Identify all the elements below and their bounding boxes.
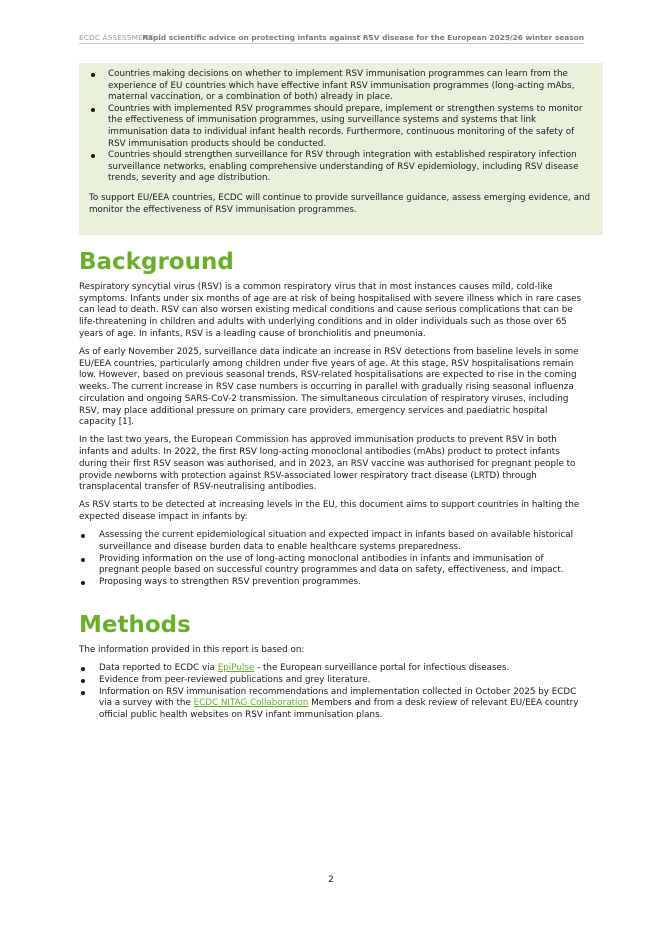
- background-paragraph: In the last two years, the European Commission has approved immunisation products to prevent RSV in both infants and adults. In 2022, the first RSV long-acting monoclonal antibodies (mAbs) product to protect infants during their first RSV season was authorised, and in 2023, an RSV vaccine was authorised for pregnant people to provide newborns with protection against RSV-associated lower respiratory tract disease (LRTD) through transplacental transfer of RSV-neutralising antibodies.: [79, 435, 576, 493]
- background-heading: Background: [79, 249, 234, 275]
- methods-bullet: [79, 663, 584, 675]
- methods-heading: Methods: [79, 612, 191, 638]
- key-messages-box: [79, 63, 603, 235]
- summary-bullet-list: [89, 69, 593, 185]
- background-paragraph: As RSV starts to be detected at increasing levels in the EU, this document aims to support countries in halting the expected disease impact in infants by:: [79, 500, 580, 523]
- methods-bullet-text: Data reported to ECDC via: [99, 663, 218, 674]
- methods-bullet-text: Members and from a desk review of relevant EU/EEA country official public health websites on RSV infant immunisation plans.: [99, 698, 579, 721]
- aims-bullet: Providing information on the use of long-acting monoclonal antibodies in infants and immunisation of pregnant people based on successful country programmes and data on safety, effectiveness, and impact.: [79, 554, 584, 577]
- summary-bullet: Countries making decisions on whether to implement RSV immunisation programmes can learn from the experience of EU countries which have effective infant RSV immunisation programmes (long-acting mAbs, maternal vaccination, or a combination of both) already in place.: [89, 69, 593, 104]
- page-number: 2: [328, 875, 334, 885]
- background-section: [79, 282, 584, 589]
- methods-intro: The information provided in this report is based on:: [79, 645, 305, 655]
- summary-closing: To support EU/EEA countries, ECDC will continue to provide surveillance guidance, assess emerging evidence, and monitor the effectiveness of RSV immunisation programmes.: [89, 192, 591, 215]
- header-title: Rapid scientific advice on protecting infants against RSV disease for the European 2025/26 winter season: [142, 33, 584, 42]
- aims-bullet-list: [79, 530, 584, 589]
- methods-section: [79, 645, 584, 722]
- aims-bullet: Proposing ways to strengthen RSV prevention programmes.: [79, 577, 584, 589]
- aims-bullet: Assessing the current epidemiological situation and expected impact in infants based on available historical surveillance and disease burden data to enable healthcare systems preparedness.: [79, 530, 584, 553]
- methods-bullet-text: - the European surveillance portal for infectious diseases.: [254, 663, 510, 674]
- epipulse-link[interactable]: EpiPulse: [217, 663, 255, 674]
- background-paragraph: Respiratory syncytial virus (RSV) is a common respiratory virus that in most instances causes mild, cold-like symptoms. Infants under six months of age are at risk of being hospitalised with severe illness which in rare cases can lead to death. RSV can also worsen existing medical conditions and cause serious complications that can be life-threatening in children and adults with underlying conditions and in older individuals such as those over 65 years of age. In infants, RSV is a leading cause of bronchiolitis and pneumonia.: [79, 282, 582, 339]
- page-header: [79, 33, 584, 44]
- nitag-collaboration-link[interactable]: ECDC NITAG Collaboration: [193, 698, 309, 709]
- header-label: ECDC ASSESSMENT: [79, 33, 154, 42]
- background-paragraph: As of early November 2025, surveillance data indicate an increase in RSV detections from baseline levels in some EU/EEA countries, particularly among children under five years of age. At this stage, RSV hospitalisations remain low. However, based on previous seasonal trends, RSV-related hospitalisations are expected to rise in the coming weeks. The current increase in RSV case numbers is occurring in parallel with gradually rising seasonal influenza circulation and ongoing SARS-CoV-2 transmission. The simultaneous circulation of respiratory viruses, including RSV, may place additional pressure on primary care providers, emergency services and paediatric hospital capacity [1].: [79, 347, 579, 428]
- methods-bullet: Evidence from peer-reviewed publications and grey literature.: [79, 675, 584, 687]
- summary-bullet: Countries should strengthen surveillance for RSV through integration with established respiratory infection surveillance networks, enabling comprehensive understanding of RSV epidemiology, including RSV disease trends, severity and age distribution.: [89, 150, 593, 185]
- summary-bullet: Countries with implemented RSV programmes should prepare, implement or strengthen systems to monitor the effectiveness of immunisation programmes, using surveillance systems and systems that link immunisation data to individual infant health records. Furthermore, continuous monitoring of the safety of RSV immunisation products should be conducted.: [89, 104, 593, 150]
- methods-bullet: [79, 687, 584, 722]
- methods-bullet-list: [79, 663, 584, 722]
- methods-bullet-text: Information on RSV immunisation recommendations and implementation collected in October 2025 by ECDC via a survey with the: [99, 686, 577, 709]
